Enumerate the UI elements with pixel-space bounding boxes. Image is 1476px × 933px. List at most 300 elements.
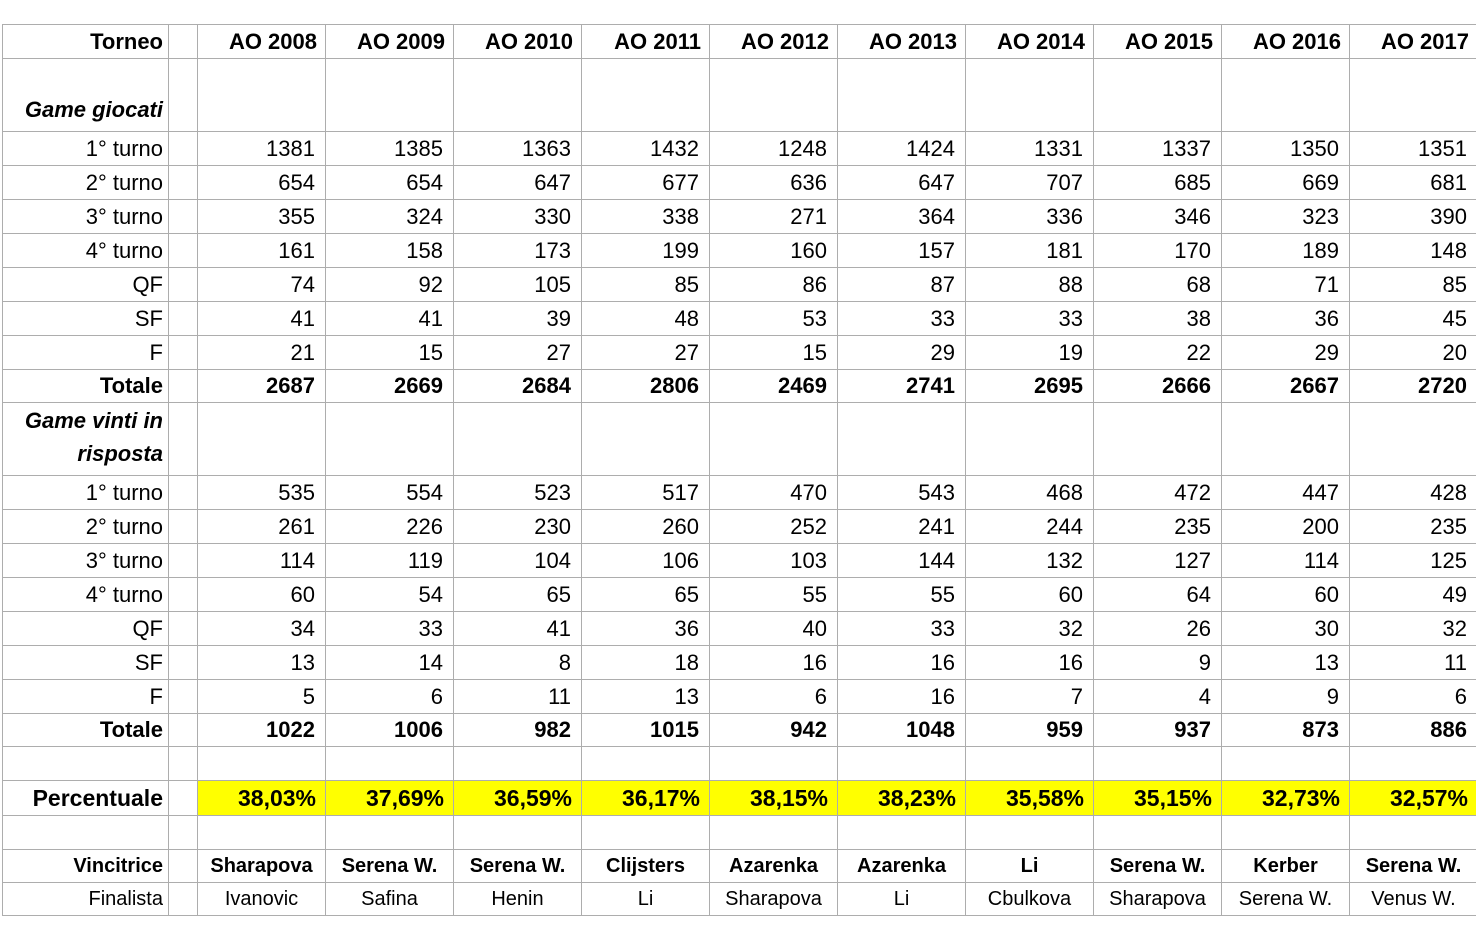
value-cell: Serena W. <box>1222 883 1350 916</box>
value-cell: 144 <box>838 544 966 578</box>
value-cell: 125 <box>1350 544 1476 578</box>
value-cell: 86 <box>710 268 838 302</box>
value-cell: 2806 <box>582 370 710 403</box>
value-cell: 36,17% <box>582 781 710 816</box>
value-cell <box>710 816 838 850</box>
gap-cell <box>169 747 198 781</box>
gap-cell <box>169 25 198 59</box>
value-cell: 1385 <box>326 132 454 166</box>
value-cell <box>582 816 710 850</box>
value-cell <box>454 747 582 781</box>
value-cell: 33 <box>966 302 1094 336</box>
value-cell: Ivanovic <box>198 883 326 916</box>
value-cell: 53 <box>710 302 838 336</box>
gap-cell <box>169 302 198 336</box>
value-cell: 158 <box>326 234 454 268</box>
value-cell <box>710 403 838 476</box>
row-label: 1° turno <box>3 476 169 510</box>
value-cell: 32 <box>966 612 1094 646</box>
table-row <box>3 336 1476 370</box>
value-cell <box>1350 816 1476 850</box>
value-cell: 41 <box>198 302 326 336</box>
value-cell: 60 <box>1222 578 1350 612</box>
value-cell: 2720 <box>1350 370 1476 403</box>
value-cell: 2669 <box>326 370 454 403</box>
value-cell: 27 <box>454 336 582 370</box>
value-cell: 1015 <box>582 714 710 747</box>
row-label: 4° turno <box>3 234 169 268</box>
value-cell: 173 <box>454 234 582 268</box>
table-row <box>3 200 1476 234</box>
value-cell: 1006 <box>326 714 454 747</box>
value-cell: 37,69% <box>326 781 454 816</box>
row-label: Game giocati <box>3 59 169 132</box>
value-cell: 241 <box>838 510 966 544</box>
value-cell: 677 <box>582 166 710 200</box>
value-cell: 2469 <box>710 370 838 403</box>
value-cell: Azarenka <box>838 850 966 883</box>
value-cell: 330 <box>454 200 582 234</box>
value-cell <box>198 816 326 850</box>
table-row <box>3 234 1476 268</box>
value-cell: 535 <box>198 476 326 510</box>
value-cell: 942 <box>710 714 838 747</box>
value-cell <box>326 403 454 476</box>
value-cell: 40 <box>710 612 838 646</box>
value-cell: Clijsters <box>582 850 710 883</box>
value-cell: 364 <box>838 200 966 234</box>
value-cell: AO 2008 <box>198 25 326 59</box>
value-cell: 34 <box>198 612 326 646</box>
value-cell: 2666 <box>1094 370 1222 403</box>
value-cell: 647 <box>838 166 966 200</box>
value-cell: 7 <box>966 680 1094 714</box>
gap-cell <box>169 646 198 680</box>
value-cell: 38,15% <box>710 781 838 816</box>
value-cell: 428 <box>1350 476 1476 510</box>
row-label: SF <box>3 302 169 336</box>
value-cell: 32 <box>1350 612 1476 646</box>
row-label: Game vinti in risposta <box>3 403 169 476</box>
value-cell: Safina <box>326 883 454 916</box>
section-title-row <box>3 59 1476 132</box>
row-label: 2° turno <box>3 166 169 200</box>
table-row <box>3 268 1476 302</box>
value-cell: AO 2012 <box>710 25 838 59</box>
value-cell <box>838 747 966 781</box>
value-cell: 33 <box>326 612 454 646</box>
value-cell: 106 <box>582 544 710 578</box>
row-label <box>3 747 169 781</box>
value-cell: 38 <box>1094 302 1222 336</box>
value-cell: 1331 <box>966 132 1094 166</box>
value-cell: 92 <box>326 268 454 302</box>
value-cell <box>710 747 838 781</box>
value-cell: 16 <box>966 646 1094 680</box>
value-cell: AO 2011 <box>582 25 710 59</box>
total-row <box>3 370 1476 403</box>
value-cell: 87 <box>838 268 966 302</box>
value-cell: 11 <box>1350 646 1476 680</box>
value-cell: 74 <box>198 268 326 302</box>
tournament-stats-table <box>2 24 1476 916</box>
value-cell <box>1222 59 1350 132</box>
value-cell: 119 <box>326 544 454 578</box>
value-cell: 45 <box>1350 302 1476 336</box>
value-cell: Serena W. <box>1350 850 1476 883</box>
value-cell: 148 <box>1350 234 1476 268</box>
value-cell: 1363 <box>454 132 582 166</box>
value-cell: 390 <box>1350 200 1476 234</box>
value-cell: 654 <box>326 166 454 200</box>
value-cell: 2667 <box>1222 370 1350 403</box>
value-cell <box>1350 59 1476 132</box>
value-cell <box>966 59 1094 132</box>
gap-cell <box>169 883 198 916</box>
gap-cell <box>169 132 198 166</box>
value-cell: 60 <box>966 578 1094 612</box>
value-cell <box>582 747 710 781</box>
section-title-row <box>3 403 1476 476</box>
value-cell <box>1094 403 1222 476</box>
value-cell: 669 <box>1222 166 1350 200</box>
value-cell: 13 <box>198 646 326 680</box>
value-cell: 55 <box>838 578 966 612</box>
value-cell: 170 <box>1094 234 1222 268</box>
value-cell <box>710 59 838 132</box>
value-cell: 1350 <box>1222 132 1350 166</box>
value-cell: AO 2013 <box>838 25 966 59</box>
value-cell: 11 <box>454 680 582 714</box>
value-cell: 199 <box>582 234 710 268</box>
value-cell: 244 <box>966 510 1094 544</box>
value-cell: 654 <box>198 166 326 200</box>
row-label: F <box>3 336 169 370</box>
table-row <box>3 132 1476 166</box>
value-cell: 54 <box>326 578 454 612</box>
value-cell: 1381 <box>198 132 326 166</box>
value-cell: 38,23% <box>838 781 966 816</box>
value-cell <box>838 816 966 850</box>
value-cell: 33 <box>838 612 966 646</box>
value-cell: 157 <box>838 234 966 268</box>
value-cell <box>454 59 582 132</box>
value-cell: 30 <box>1222 612 1350 646</box>
table-row <box>3 510 1476 544</box>
value-cell: 1248 <box>710 132 838 166</box>
value-cell: 35,15% <box>1094 781 1222 816</box>
value-cell: 65 <box>582 578 710 612</box>
value-cell: 1337 <box>1094 132 1222 166</box>
percent-row <box>3 781 1476 816</box>
value-cell: AO 2014 <box>966 25 1094 59</box>
value-cell: 15 <box>326 336 454 370</box>
row-label: Totale <box>3 714 169 747</box>
row-label: Percentuale <box>3 781 169 816</box>
gap-cell <box>169 476 198 510</box>
value-cell: 355 <box>198 200 326 234</box>
table-row <box>3 646 1476 680</box>
value-cell: Sharapova <box>1094 883 1222 916</box>
value-cell <box>1094 59 1222 132</box>
value-cell: Kerber <box>1222 850 1350 883</box>
value-cell: 114 <box>198 544 326 578</box>
value-cell: 14 <box>326 646 454 680</box>
value-cell: 32,73% <box>1222 781 1350 816</box>
value-cell: AO 2015 <box>1094 25 1222 59</box>
value-cell <box>198 747 326 781</box>
value-cell: 20 <box>1350 336 1476 370</box>
value-cell: AO 2009 <box>326 25 454 59</box>
row-label: 3° turno <box>3 544 169 578</box>
winner-row <box>3 850 1476 883</box>
gap-cell <box>169 578 198 612</box>
value-cell: 19 <box>966 336 1094 370</box>
value-cell: Li <box>582 883 710 916</box>
value-cell: 49 <box>1350 578 1476 612</box>
gap-cell <box>169 200 198 234</box>
row-label: 1° turno <box>3 132 169 166</box>
value-cell: 68 <box>1094 268 1222 302</box>
value-cell: 235 <box>1350 510 1476 544</box>
value-cell: 160 <box>710 234 838 268</box>
value-cell: 226 <box>326 510 454 544</box>
value-cell: 2684 <box>454 370 582 403</box>
value-cell: 6 <box>710 680 838 714</box>
gap-cell <box>169 850 198 883</box>
value-cell: 13 <box>582 680 710 714</box>
value-cell: 472 <box>1094 476 1222 510</box>
value-cell: 65 <box>454 578 582 612</box>
value-cell: 447 <box>1222 476 1350 510</box>
value-cell: 35,58% <box>966 781 1094 816</box>
row-label: F <box>3 680 169 714</box>
row-label: 4° turno <box>3 578 169 612</box>
value-cell <box>582 403 710 476</box>
value-cell: 15 <box>710 336 838 370</box>
value-cell: Henin <box>454 883 582 916</box>
value-cell: 886 <box>1350 714 1476 747</box>
table-row <box>3 476 1476 510</box>
value-cell <box>1222 403 1350 476</box>
table-row <box>3 166 1476 200</box>
value-cell: 1432 <box>582 132 710 166</box>
value-cell <box>1094 816 1222 850</box>
value-cell: 181 <box>966 234 1094 268</box>
value-cell <box>326 59 454 132</box>
value-cell: Li <box>966 850 1094 883</box>
value-cell: 38,03% <box>198 781 326 816</box>
value-cell <box>326 747 454 781</box>
value-cell: 71 <box>1222 268 1350 302</box>
value-cell: 338 <box>582 200 710 234</box>
value-cell: 88 <box>966 268 1094 302</box>
value-cell: 36,59% <box>454 781 582 816</box>
value-cell: 26 <box>1094 612 1222 646</box>
value-cell: 2687 <box>198 370 326 403</box>
value-cell: Serena W. <box>326 850 454 883</box>
value-cell <box>1094 747 1222 781</box>
value-cell: 33 <box>838 302 966 336</box>
value-cell: 4 <box>1094 680 1222 714</box>
value-cell: 55 <box>710 578 838 612</box>
value-cell: 41 <box>454 612 582 646</box>
value-cell: 36 <box>1222 302 1350 336</box>
value-cell: 18 <box>582 646 710 680</box>
table-row <box>3 612 1476 646</box>
value-cell: 21 <box>198 336 326 370</box>
value-cell: 982 <box>454 714 582 747</box>
value-cell: 707 <box>966 166 1094 200</box>
row-label: 2° turno <box>3 510 169 544</box>
value-cell: 1022 <box>198 714 326 747</box>
value-cell: 543 <box>838 476 966 510</box>
value-cell <box>838 59 966 132</box>
value-cell <box>966 403 1094 476</box>
value-cell: 1424 <box>838 132 966 166</box>
value-cell: Sharapova <box>198 850 326 883</box>
value-cell <box>198 403 326 476</box>
value-cell: 64 <box>1094 578 1222 612</box>
value-cell: 647 <box>454 166 582 200</box>
value-cell: Serena W. <box>454 850 582 883</box>
value-cell: 260 <box>582 510 710 544</box>
value-cell: AO 2017 <box>1350 25 1476 59</box>
gap-cell <box>169 268 198 302</box>
gap-cell <box>169 816 198 850</box>
row-label: SF <box>3 646 169 680</box>
gap-cell <box>169 166 198 200</box>
value-cell: 517 <box>582 476 710 510</box>
value-cell: 230 <box>454 510 582 544</box>
value-cell: 36 <box>582 612 710 646</box>
table-row <box>3 680 1476 714</box>
value-cell: 41 <box>326 302 454 336</box>
row-label: Totale <box>3 370 169 403</box>
value-cell: 16 <box>710 646 838 680</box>
value-cell: 336 <box>966 200 1094 234</box>
header-row <box>3 25 1476 59</box>
value-cell: 105 <box>454 268 582 302</box>
row-label <box>3 816 169 850</box>
gap-cell <box>169 680 198 714</box>
gap-cell <box>169 370 198 403</box>
value-cell: 6 <box>1350 680 1476 714</box>
value-cell: Venus W. <box>1350 883 1476 916</box>
value-cell: 523 <box>454 476 582 510</box>
row-label: 3° turno <box>3 200 169 234</box>
value-cell: 271 <box>710 200 838 234</box>
value-cell <box>198 59 326 132</box>
value-cell <box>454 816 582 850</box>
value-cell: 324 <box>326 200 454 234</box>
gap-cell <box>169 544 198 578</box>
gap-cell <box>169 612 198 646</box>
value-cell <box>966 816 1094 850</box>
value-cell: 468 <box>966 476 1094 510</box>
spacer-row <box>3 816 1476 850</box>
value-cell: 346 <box>1094 200 1222 234</box>
value-cell: 554 <box>326 476 454 510</box>
value-cell: 873 <box>1222 714 1350 747</box>
tournament-stats-sheet <box>2 24 1476 916</box>
value-cell: 937 <box>1094 714 1222 747</box>
value-cell: 27 <box>582 336 710 370</box>
spacer-row <box>3 747 1476 781</box>
value-cell: 48 <box>582 302 710 336</box>
value-cell: 161 <box>198 234 326 268</box>
value-cell: 323 <box>1222 200 1350 234</box>
value-cell: 85 <box>582 268 710 302</box>
value-cell: 29 <box>838 336 966 370</box>
finalist-row <box>3 883 1476 916</box>
value-cell: 114 <box>1222 544 1350 578</box>
value-cell: 189 <box>1222 234 1350 268</box>
row-label: Vincitrice <box>3 850 169 883</box>
value-cell: 103 <box>710 544 838 578</box>
gap-cell <box>169 336 198 370</box>
value-cell <box>966 747 1094 781</box>
value-cell: AO 2010 <box>454 25 582 59</box>
value-cell: 261 <box>198 510 326 544</box>
value-cell <box>582 59 710 132</box>
value-cell: 6 <box>326 680 454 714</box>
total-row <box>3 714 1476 747</box>
value-cell: AO 2016 <box>1222 25 1350 59</box>
value-cell <box>1350 747 1476 781</box>
value-cell: 16 <box>838 680 966 714</box>
table-row <box>3 302 1476 336</box>
gap-cell <box>169 781 198 816</box>
value-cell: 235 <box>1094 510 1222 544</box>
value-cell: Li <box>838 883 966 916</box>
gap-cell <box>169 714 198 747</box>
value-cell: 8 <box>454 646 582 680</box>
value-cell <box>326 816 454 850</box>
value-cell: 252 <box>710 510 838 544</box>
value-cell <box>1222 816 1350 850</box>
value-cell <box>838 403 966 476</box>
value-cell <box>1350 403 1476 476</box>
value-cell: 13 <box>1222 646 1350 680</box>
value-cell: Cbulkova <box>966 883 1094 916</box>
value-cell: Serena W. <box>1094 850 1222 883</box>
value-cell: 104 <box>454 544 582 578</box>
value-cell: 1048 <box>838 714 966 747</box>
value-cell: 681 <box>1350 166 1476 200</box>
gap-cell <box>169 234 198 268</box>
value-cell: 85 <box>1350 268 1476 302</box>
value-cell: Azarenka <box>710 850 838 883</box>
row-label: QF <box>3 612 169 646</box>
value-cell: 959 <box>966 714 1094 747</box>
stats-table-body <box>3 25 1476 916</box>
value-cell <box>454 403 582 476</box>
value-cell: 29 <box>1222 336 1350 370</box>
value-cell: 2695 <box>966 370 1094 403</box>
value-cell: 9 <box>1222 680 1350 714</box>
value-cell: Sharapova <box>710 883 838 916</box>
gap-cell <box>169 403 198 476</box>
row-label: QF <box>3 268 169 302</box>
value-cell: 16 <box>838 646 966 680</box>
gap-cell <box>169 59 198 132</box>
value-cell: 132 <box>966 544 1094 578</box>
value-cell: 9 <box>1094 646 1222 680</box>
value-cell: 685 <box>1094 166 1222 200</box>
gap-cell <box>169 510 198 544</box>
row-label: Torneo <box>3 25 169 59</box>
